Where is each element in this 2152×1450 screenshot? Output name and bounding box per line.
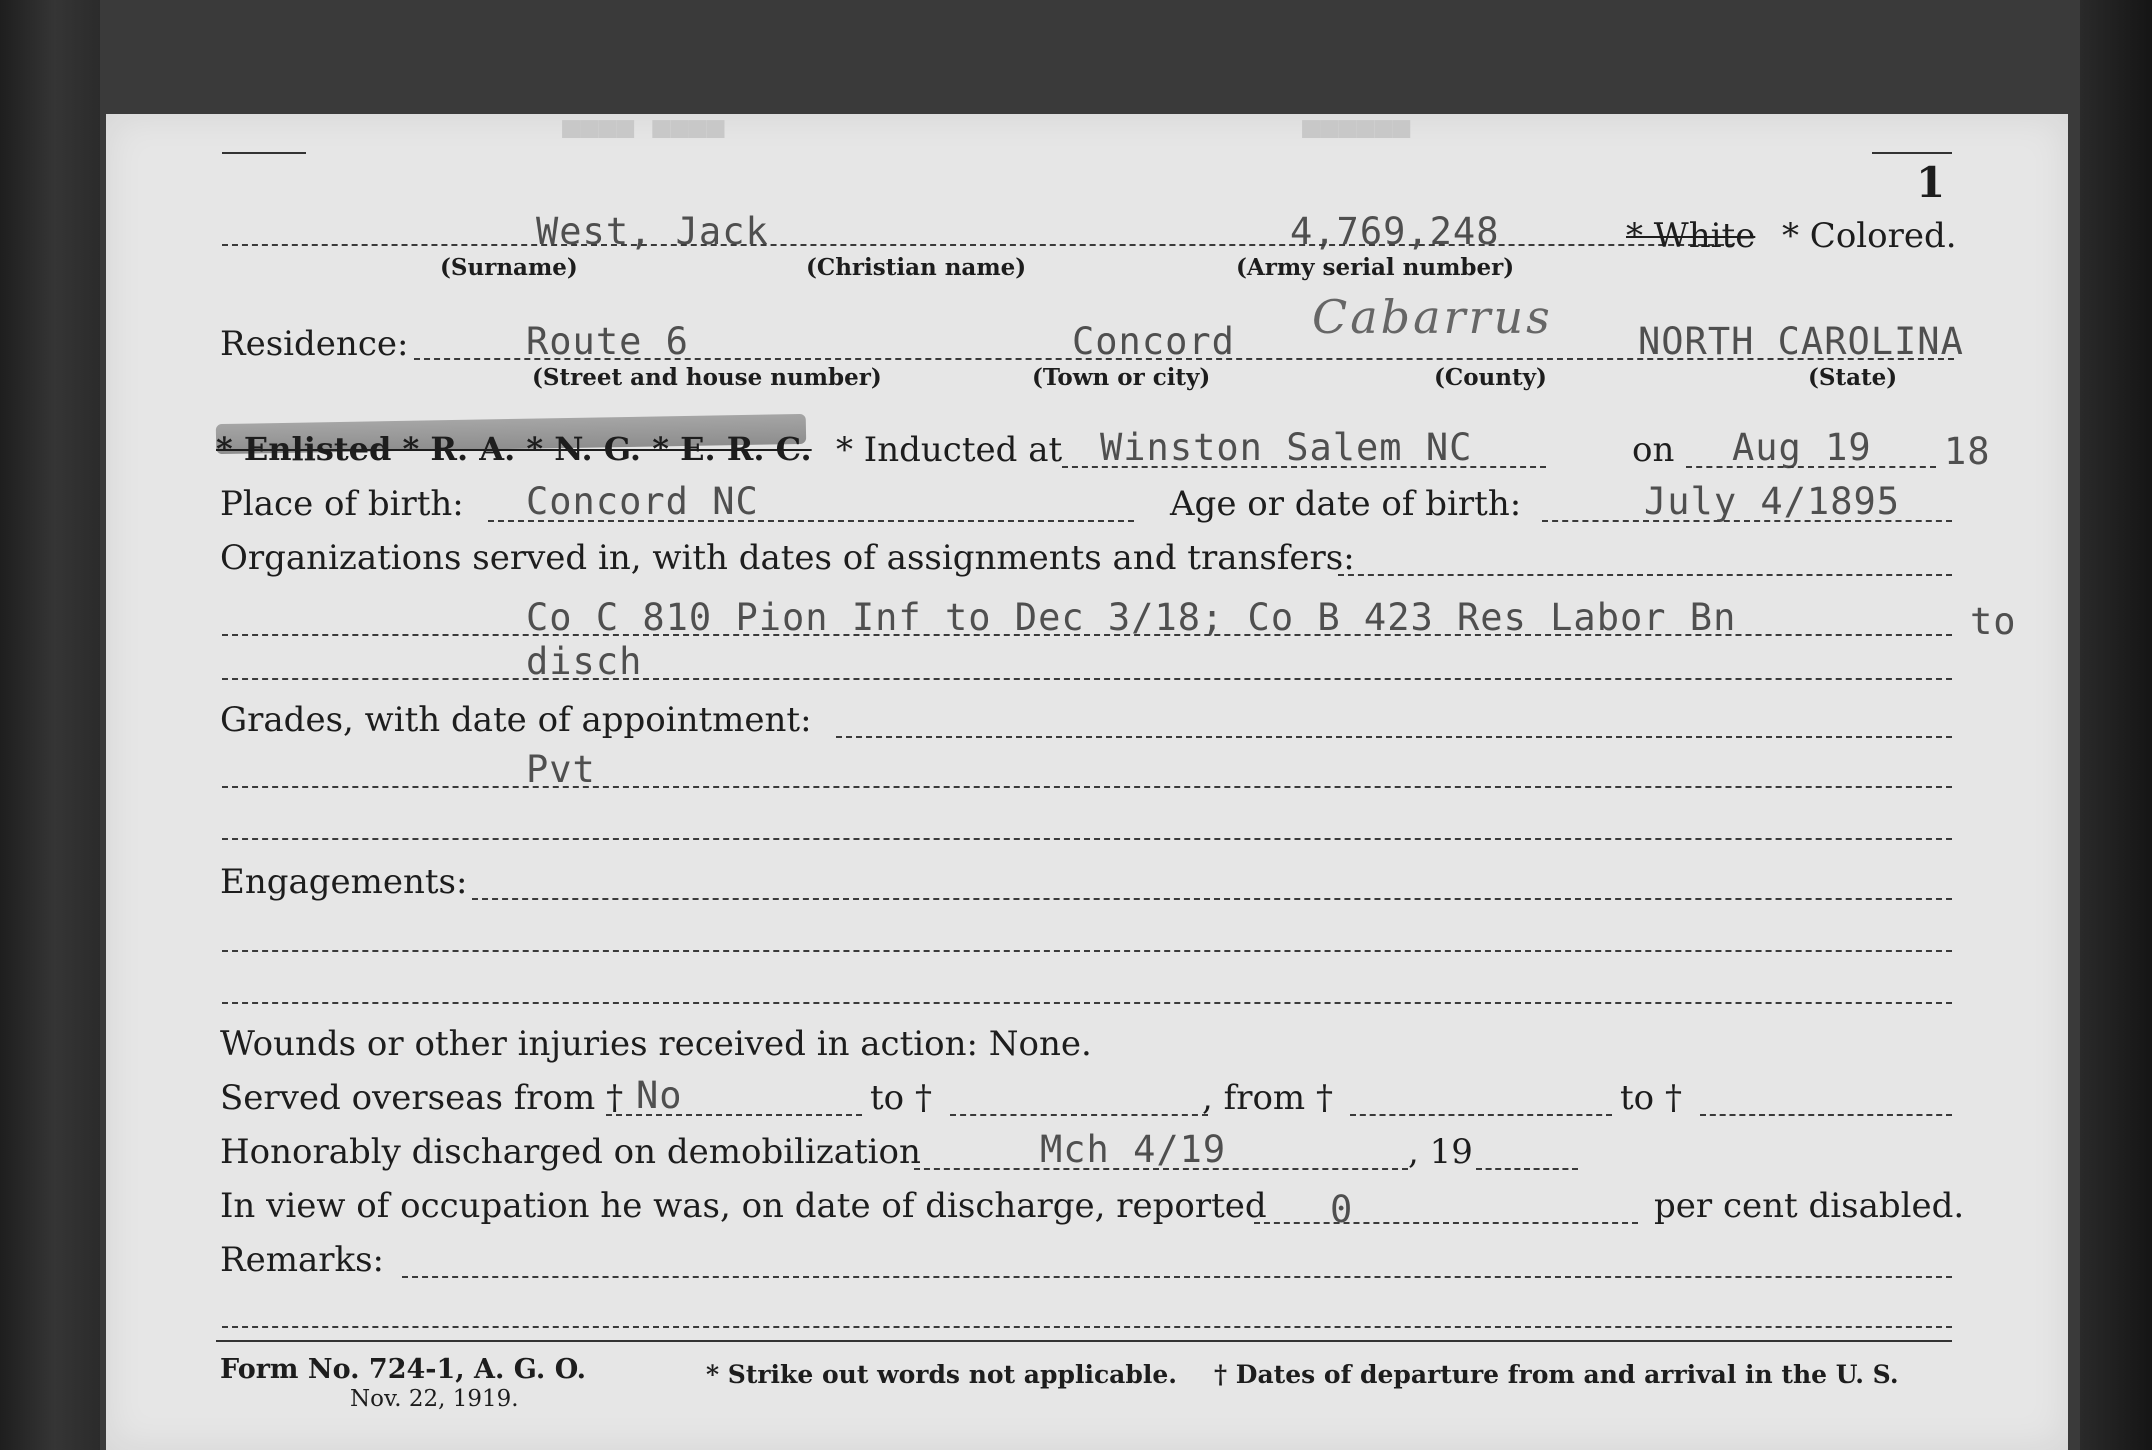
residence-state: NORTH CAROLINA [1638,320,1964,363]
name-dotted-line [222,244,1734,246]
residence-dotted-line [414,358,1954,360]
grades-label: Grades, with date of appointment: [220,700,812,740]
remarks-dotted-line [402,1276,1952,1278]
top-right-rule [1872,152,1952,154]
residence-town: Concord [1072,320,1235,363]
remarks-label: Remarks: [220,1240,384,1280]
form-date: Nov. 22, 1919. [350,1386,519,1412]
footer-rule [216,1340,1952,1342]
caption-army-serial: (Army serial number) [1236,254,1515,281]
organizations-dotted-line-2 [222,634,1952,636]
engagements-dotted-line-2 [222,950,1952,952]
enlistment-options: * Enlisted * R. A. * N. G. * E. R. C. [216,430,812,468]
inducted-year: 18 [1944,430,1991,473]
birthplace-value: Concord NC [526,480,759,523]
overseas-from-value: No [636,1074,683,1117]
top-left-rule [222,152,306,154]
service-record-card [106,110,2068,1450]
caption-surname: (Surname) [440,254,578,281]
organizations-dotted-line [1338,574,1952,576]
card-number: 1 [1916,158,1946,207]
organizations-line1: Co C 810 Pion Inf to Dec 3/18; Co B 423 Res Labor Bn [526,596,1737,639]
caption-christian-name: (Christian name) [806,254,1027,281]
form-number: Form No. 724-1, A. G. O. [220,1354,587,1385]
organizations-line2: disch [526,640,643,683]
discharge-date: Mch 4/19 [1040,1128,1227,1171]
footnote-dates: † Dates of departure from and arrival in the U. S. [1214,1360,1899,1389]
engagements-dotted-line-3 [222,1002,1952,1004]
birthdate-label: Age or date of birth: [1170,484,1522,524]
disability-label: In view of occupation he was, on date of discharge, reported [220,1186,1267,1226]
overseas-from-dotted-line [606,1114,862,1116]
grades-dotted-line [836,736,1952,738]
overseas-from2-label: , from † [1202,1078,1333,1118]
overseas-to-label: to † [870,1078,932,1118]
caption-town: (Town or city) [1032,364,1211,391]
disability-dotted-line [1254,1222,1638,1224]
scan-border-left [0,0,100,1450]
discharge-label: Honorably discharged on demobilization [220,1132,921,1172]
overseas-to-dotted-line [950,1114,1208,1116]
discharge-year-label: , 19 [1408,1132,1473,1172]
organizations-label: Organizations served in, with dates of assignments and transfers: [220,538,1355,578]
bleed-through-mark: ■■■■■■ [1302,110,1411,145]
birthdate-dotted-line [1542,520,1952,522]
discharge-year-dotted-line [1476,1168,1578,1170]
disability-value: 0 [1330,1188,1354,1231]
race-white: * White [1626,216,1756,256]
grades-dotted-line-2 [222,786,1952,788]
remarks-dotted-line-2 [222,1326,1952,1328]
grades-dotted-line-3 [222,838,1952,840]
overseas-to2-dotted-line [1700,1114,1952,1116]
bleed-through-mark: ■■■■ ■■■■ [562,110,725,145]
overseas-from2-dotted-line [1350,1114,1612,1116]
inducted-place: Winston Salem NC [1100,426,1473,469]
birthdate-value: July 4/1895 [1644,480,1901,523]
engagements-label: Engagements: [220,862,468,902]
overseas-from-label: Served overseas from † [220,1078,624,1118]
caption-state: (State) [1808,364,1898,391]
wounds-label: Wounds or other injuries received in action: None. [220,1024,1092,1064]
residence-county-handwritten: Cabarrus [1312,290,1553,344]
organizations-dotted-line-3 [222,678,1952,680]
birthplace-label: Place of birth: [220,484,464,524]
discharge-dotted-line [914,1168,1408,1170]
organizations-line1-tail: to [1970,600,2017,643]
grades-value: Pvt [526,748,596,791]
serial-value: 4,769,248 [1290,210,1500,253]
residence-label: Residence: [220,324,409,364]
scan-border-right [2080,0,2152,1450]
birthplace-dotted-line [488,520,1134,522]
caption-street: (Street and house number) [532,364,882,391]
on-label: on [1632,430,1675,470]
engagements-dotted-line [472,898,1952,900]
inducted-date-dotted-line [1686,466,1936,468]
disability-suffix: per cent disabled. [1654,1186,1965,1226]
inducted-label: * Inducted at [836,430,1063,470]
caption-county: (County) [1434,364,1547,391]
footnote-strike-out: * Strike out words not applicable. [706,1360,1177,1389]
residence-street: Route 6 [526,320,689,363]
inducted-date: Aug 19 [1732,426,1872,469]
race-colored: * Colored. [1782,216,1957,256]
inducted-dotted-line [1062,466,1546,468]
name-value: West, Jack [536,210,769,253]
overseas-to2-label: to † [1620,1078,1682,1118]
